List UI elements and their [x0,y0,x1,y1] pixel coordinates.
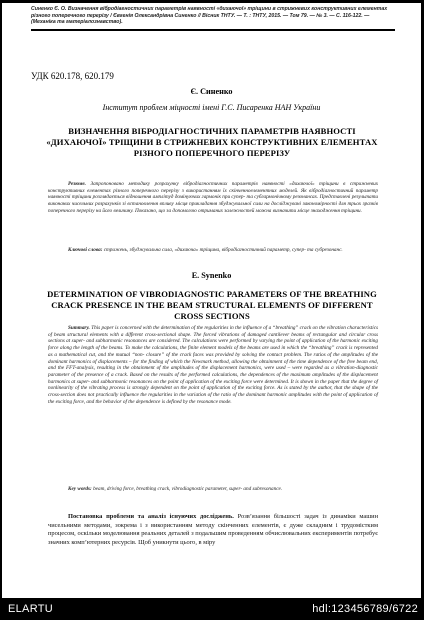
footer-repository: ELARTU [8,603,53,615]
abstract-ua-text: Запропоновано методику розрахунку вібродіагностичних параметрів наявності «дихаючої» тріщини в стрижневих конструктивних елементах різного поперечного перерізу з використанням їх скінченноелементних моделей. Як вібродіагностичний параметр наявності тріщини розглядається відношення амплітуд домінуючих гармонік при супер- та субгармонічному резонансах. Представлені результати виконаних чисельних розрахунків зі встановлення впливу місця прикладання збуджувальної сили на досліджувані закономірності для трьох зразків поперечного перерізу на його величину. Показано, що за допомогою отриманих залежностей можна визначити місце знаходження тріщини. [48,181,378,214]
keywords-en [48,486,378,493]
abstract-ua [48,181,378,215]
citation-header: Синенко Є. О. Визначення вібродіагностичних параметрів наявності «дихаючої» тріщини в стрижневих конструктивних елементах різного поперечного перерізу / Євгенія Олександрівна Синенко // Вісник ТНТУ. — Т. : ТНТУ, 2015. — Том 79. — № 3. — С. 116-122. — (Механіка та матеріалознавство). [31,6,395,31]
keywords-en-label: Key words: [68,486,92,492]
body-heading: Постановка проблеми та аналіз існуючих досліджень. [68,513,234,520]
affiliation-ua: Інститут проблем міцності імені Г.С. Писаренка НАН України [102,103,321,112]
abstract-en-text: This paper is concerned with the determination of the regularities in the influence of a “breathing” crack on the vibration characteristics of beam structural elements with a different cross-sectional shape. The forced vibrations of damaged cantilever beams of rectangular and circular cross sections at super- and subharmonic resonances are considered. The calculations were performed by varying the point of application of the harmonic exciting force along the length of the beams. To make the calculations, the finite element models of the beams are used in which the “breathing” crack is represented as a mathematical cut, and the mutual “non- closure” of the crack faces was provided by solving the contact problem. The ratios of the amplitudes of the dominant harmonics of displacements – for the finding of which the Newmark method, allowing the obtainment of the time dependence of the free beam end, and the FFT-analysis, resulting in the obtainment of the amplitudes of the displacement harmonics, were used – were regarded as a vibration-diagnostic parameter of the presence of a crack. Based on the results of the performed calculations, the dependences of the maximum amplitudes of the displacement harmonics at super- and subharmonic resonances on the point of application of the exciting force were determined. It is shown in the paper that the degree of nonlinearity of the vibrating process is strongly dependent on the point of application of the exciting force. As is stated by the author, that the shape of the cross-section does not practically influence the regularities in the variation of the ratio of the dominant harmonic amplitudes with the point of application of the exciting force, and the behavior of the dependence is defined by the resonance mode. [48,325,379,405]
body-text: Розв’язання більшості задач із динаміки машин чисельними методами, зокрема і з використанням методу скінченних елементів, є дуже складним і трудомістким процесом, оскільки моделювання реальних деталей з подальшим проведенням обчислювальних експериментів потребує значних комп’ютерних ресурсів. Щоб уникнути цього, в міру [48,513,378,546]
author-ua: Є. Синенко [190,87,233,96]
keywords-ua-text: стрижень, збуджувальна сила, «дихаюча» тріщина, вібродіагностичний параметр, супер- та субрезонанс. [103,247,343,253]
abstract-en-label: Summary. [68,325,90,331]
body-paragraph [48,513,378,547]
keywords-ua-label: Ключові слова: [68,247,103,253]
abstract-ua-label: Резюме. [68,181,86,187]
abstract-en [48,325,378,405]
udc-code: УДК 620.178, 620.179 [31,71,114,81]
document-page [2,3,421,598]
title-en: DETERMINATION OF VIBRODIAGNOSTIC PARAMETERS OF THE BREATHING CRACK PRESENCE IN THE BEAM STRUCTURAL ELEMENTS OF DIFFERENT CROSS SECTIONS [47,289,377,321]
title-ua: ВИЗНАЧЕННЯ ВІБРОДІАГНОСТИЧНИХ ПАРАМЕТРІВ НАЯВНОСТІ «ДИХАЮЧОЇ» ТРІЩИНИ В СТРИЖНЕВИХ КОНСТРУКТИВНИХ ЕЛЕМЕНТАХ РІЗНОГО ПОПЕРЕЧНОГО ПЕРЕРІЗУ [46,126,378,158]
keywords-ua [48,247,378,254]
keywords-en-text: beam, driving force, breathing crack, vibrodiagnostic parameter, super- and subresonance. [93,486,283,492]
footer-handle: hdl:123456789/6722 [312,603,418,615]
author-en: E. Synenko [191,271,232,280]
